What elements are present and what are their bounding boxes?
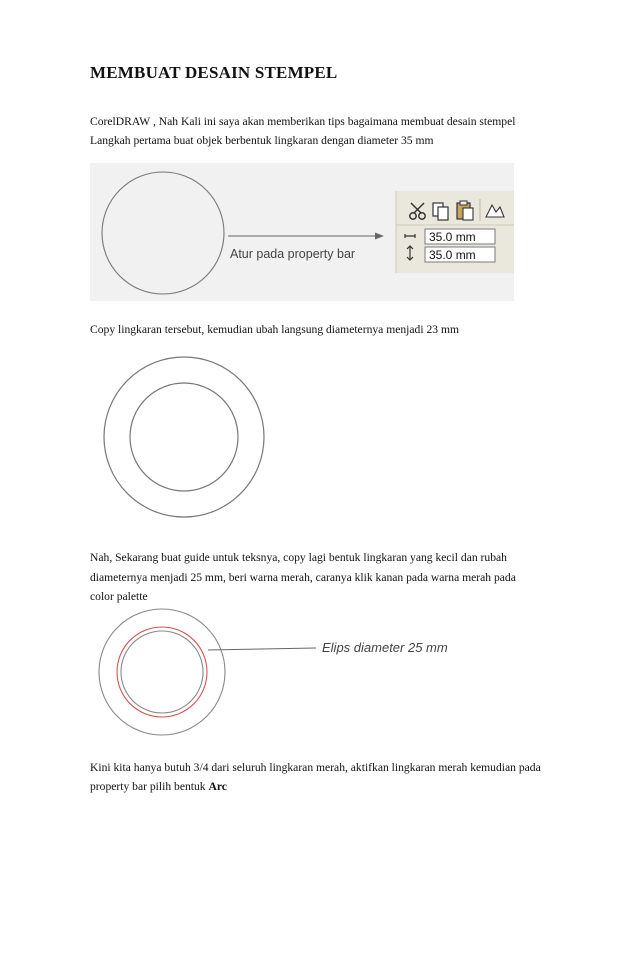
figure-circle-property-bar	[90, 163, 514, 301]
step2-text: Copy lingkaran tersebut, kemudian ubah langsung diameternya menjadi 23 mm	[90, 323, 459, 336]
inner-circle	[121, 631, 203, 713]
annotation-label: Elips diameter 25 mm	[322, 640, 448, 655]
arc-keyword: Arc	[208, 780, 227, 793]
annotation-line	[208, 648, 316, 650]
property-bar	[396, 191, 514, 273]
step3-line-2: diameternya menjadi 25 mm, beri warna merah, caranya klik kanan pada warna merah pada	[90, 571, 516, 584]
step4-line-1: Kini kita hanya butuh 3/4 dari seluruh lingkaran merah, aktifkan lingkaran merah kemudian pada	[90, 761, 541, 774]
svg-text:35.0 mm: 35.0 mm	[429, 230, 476, 244]
annotation-label: Atur pada property bar	[230, 247, 356, 261]
outer-circle	[99, 609, 225, 735]
page-title: MEMBUAT DESAIN STEMPEL	[90, 63, 338, 82]
step3-line-1: Nah, Sekarang buat guide untuk teksnya, copy lagi bentuk lingkaran yang kecil dan rubah	[90, 551, 507, 564]
red-guide-circle	[117, 627, 207, 717]
svg-text:35.0 mm: 35.0 mm	[429, 248, 476, 262]
figure-concentric-circles	[90, 355, 290, 525]
step4-text: property bar pilih bentuk	[90, 780, 209, 793]
intro-line-2: Langkah pertama buat objek berbentuk lingkaran dengan diameter 35 mm	[90, 134, 434, 147]
outer-circle-35mm	[104, 357, 264, 517]
step4-line-2	[90, 777, 227, 796]
inner-circle-23mm	[130, 383, 238, 491]
figure-red-guide-circle	[90, 606, 480, 740]
step3-line-3: color palette	[90, 590, 148, 603]
intro-line-1: CorelDRAW , Nah Kali ini saya akan memberikan tips bagaimana membuat desain stempel	[90, 115, 516, 128]
